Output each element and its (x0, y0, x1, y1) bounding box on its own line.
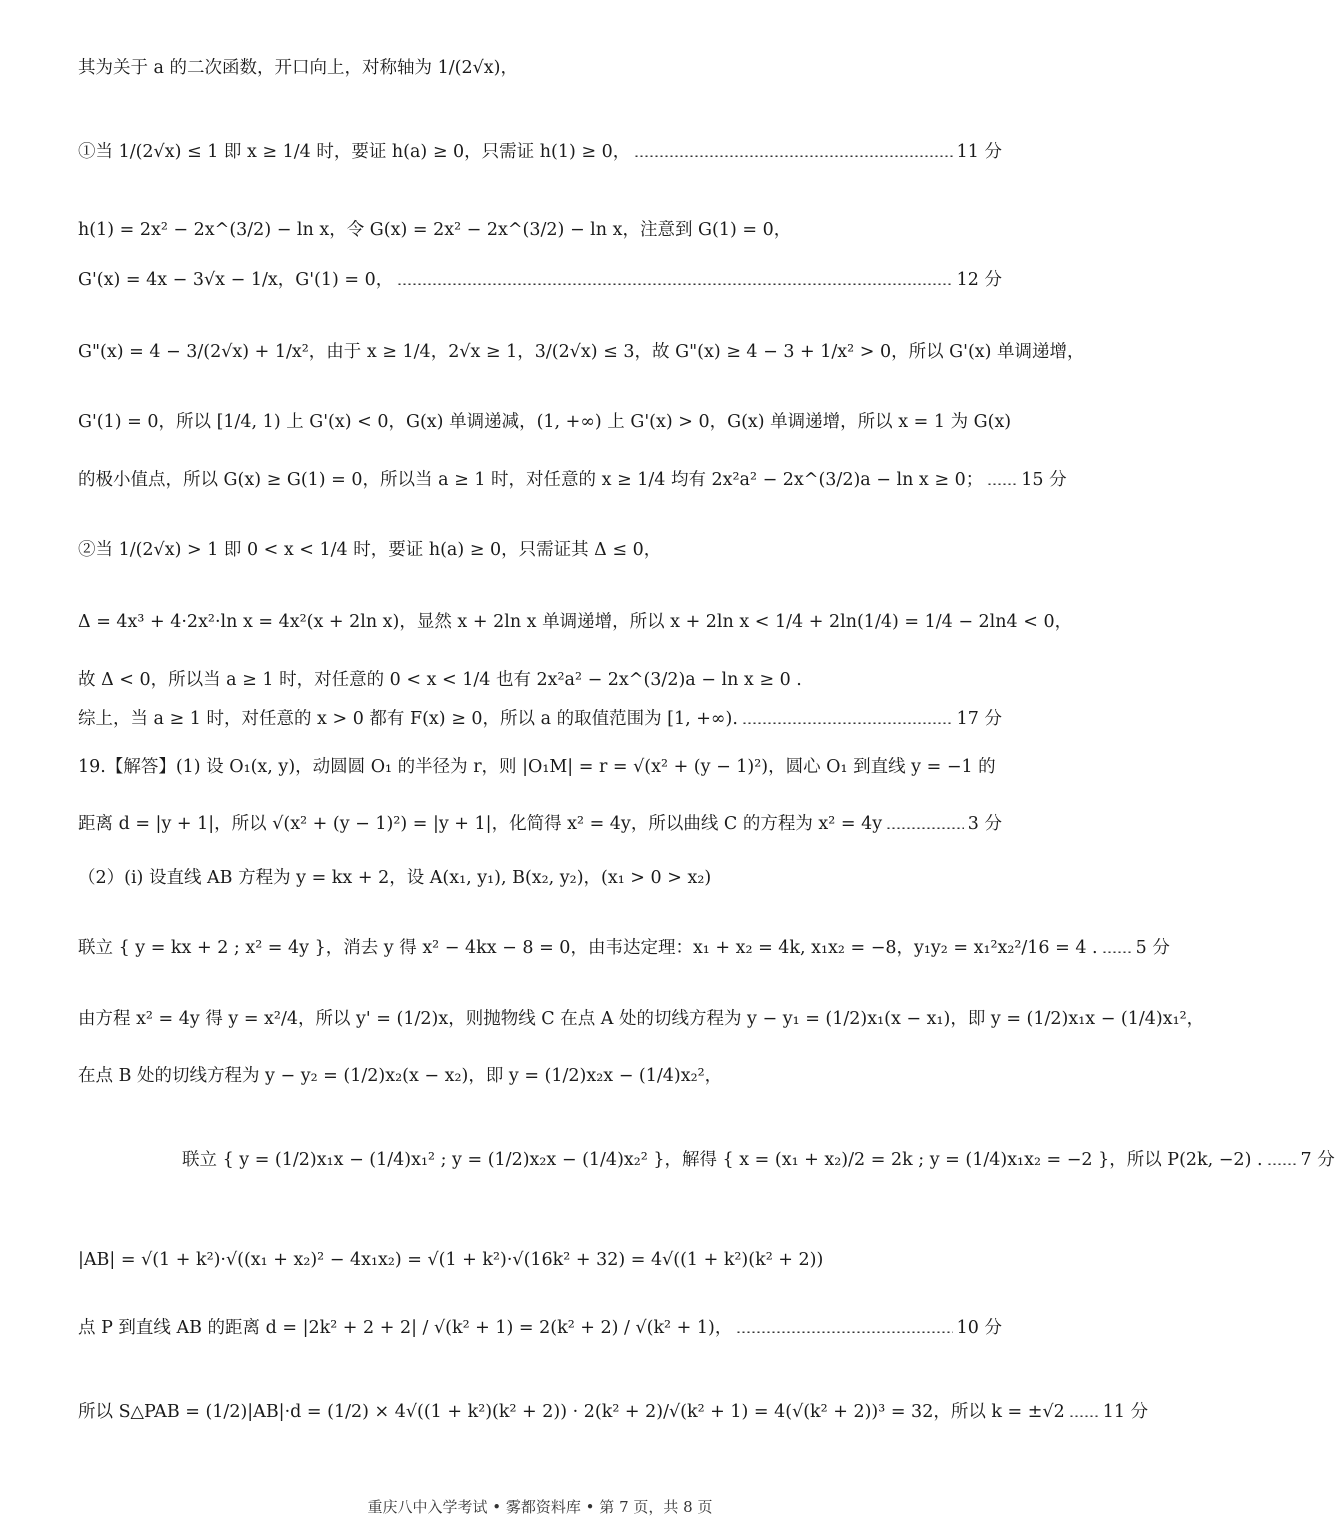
line-text: ①当 1/(2√x) ≤ 1 即 x ≥ 1/4 时，要证 h(a) ≥ 0，只需证 h(1) ≥ 0， (78, 142, 631, 162)
leader-dots (886, 827, 964, 829)
leader-dots (742, 722, 953, 724)
line-text: 19.【解答】(1) 设 O₁(x, y)，动圆圆 O₁ 的半径为 r，则 |O₁M| = r = √(x² + (y − 1)²)，圆心 O₁ 到直线 y = −1 的 (78, 757, 996, 777)
leader-dots (987, 483, 1017, 485)
text-line-16 (78, 1007, 1205, 1031)
score-label: 11 分 (956, 142, 1002, 162)
line-text: 在点 B 处的切线方程为 y − y₂ = (1/2)x₂(x − x₂)，即 y = (1/2)x₂x − (1/4)x₂²， (78, 1066, 723, 1086)
line-text: 联立 { y = kx + 2 ; x² = 4y }，消去 y 得 x² − 4kx − 8 = 0，由韦达定理：x₁ + x₂ = 4k, x₁x₂ = −8，y₁y₂ = x₁²x₂²/16 = 4 . (78, 938, 1098, 958)
line-text: 距离 d = |y + 1|，所以 √(x² + (y − 1)²) = |y + 1|，化简得 x² = 4y，所以曲线 C 的方程为 x² = 4y (78, 814, 883, 834)
leader-dots (1267, 1163, 1297, 1165)
score-label: 3 分 (967, 814, 1002, 834)
line-text: 点 P 到直线 AB 的距离 d = |2k² + 2 + 2| / √(k² + 1) = 2(k² + 2) / √(k² + 1)， (78, 1318, 733, 1338)
text-line-13 (78, 812, 1002, 836)
line-text: 故 Δ < 0，所以当 a ≥ 1 时，对任意的 0 < x < 1/4 也有 2x²a² − 2x^(3/2)a − ln x ≥ 0 . (78, 670, 802, 690)
score-label: 15 分 (1021, 470, 1067, 490)
score-label: 12 分 (956, 270, 1002, 290)
leader-dots (634, 155, 952, 157)
text-line-6 (78, 410, 1012, 434)
text-line-3 (78, 218, 1002, 242)
score-label: 10 分 (956, 1318, 1002, 1338)
line-text: Δ = 4x³ + 4·2x²·ln x = 4x²(x + 2ln x)，显然 x + 2ln x 单调递增，所以 x + 2ln x < 1/4 + 2ln(1/4) = 1/4 − 2ln4 < 0， (78, 612, 1073, 632)
text-line-5 (78, 340, 1085, 364)
text-line-7 (78, 468, 1067, 492)
score-label: 7 分 (1300, 1150, 1335, 1170)
text-line-20 (78, 1316, 1002, 1340)
text-line-2 (78, 140, 1002, 164)
leader-dots (1102, 951, 1132, 953)
score-label: 5 分 (1135, 938, 1170, 958)
line-text: 由方程 x² = 4y 得 y = x²/4，所以 y' = (1/2)x，则抛物线 C 在点 A 处的切线方程为 y − y₁ = (1/2)x₁(x − x₁)，即 y = (1/2)x₁x − (1/4)x₁²， (78, 1009, 1205, 1029)
line-text: 所以 S△PAB = (1/2)|AB|·d = (1/2) × 4√((1 + k²)(k² + 2)) · 2(k² + 2)/√(k² + 1) = 4(√(k² + 2))³ = 32，所以 k = ±√2 (78, 1402, 1065, 1422)
text-line-11 (78, 707, 1002, 731)
text-line-19 (78, 1248, 1002, 1272)
text-line-4 (78, 268, 1002, 292)
text-line-18 (182, 1148, 1335, 1172)
text-line-10 (78, 668, 1002, 692)
text-line-8 (78, 538, 1002, 562)
line-text: 综上，当 a ≥ 1 时，对任意的 x > 0 都有 F(x) ≥ 0，所以 a 的取值范围为 [1, +∞). (78, 709, 738, 729)
leader-dots (397, 283, 952, 285)
line-text: （2）(i) 设直线 AB 方程为 y = kx + 2，设 A(x₁, y₁), B(x₂, y₂)，(x₁ > 0 > x₂) (78, 868, 712, 888)
line-text: G'(x) = 4x − 3√x − 1/x，G'(1) = 0， (78, 270, 394, 290)
line-text: G"(x) = 4 − 3/(2√x) + 1/x²，由于 x ≥ 1/4，2√x ≥ 1，3/(2√x) ≤ 3，故 G"(x) ≥ 4 − 3 + 1/x² > 0，所以 G'(x) 单调递增， (78, 342, 1085, 362)
text-line-1 (78, 56, 1002, 80)
line-text: 的极小值点，所以 G(x) ≥ G(1) = 0，所以当 a ≥ 1 时，对任意的 x ≥ 1/4 均有 2x²a² − 2x^(3/2)a − ln x ≥ 0； (78, 470, 984, 490)
text-line-14 (78, 866, 1002, 890)
line-text: 联立 { y = (1/2)x₁x − (1/4)x₁² ; y = (1/2)x₂x − (1/4)x₂² }，解得 { x = (x₁ + x₂)/2 = 2k ; y = (1/4)x₁x₂ = −2 }，所以 P(2k, −2) . (182, 1150, 1263, 1170)
line-text: |AB| = √(1 + k²)·√((x₁ + x₂)² − 4x₁x₂) = √(1 + k²)·√(16k² + 32) = 4√((1 + k²)(k² + 2)) (78, 1250, 824, 1270)
leader-dots (736, 1331, 952, 1333)
score-label: 17 分 (956, 709, 1002, 729)
leader-dots (1069, 1415, 1099, 1417)
line-text: h(1) = 2x² − 2x^(3/2) − ln x，令 G(x) = 2x² − 2x^(3/2) − ln x，注意到 G(1) = 0， (78, 220, 792, 240)
text-line-12 (78, 755, 1002, 779)
page-footer: 重庆八中入学考试 • 雾都资料库 • 第 7 页，共 8 页 (367, 1498, 713, 1516)
score-label: 11 分 (1102, 1402, 1149, 1422)
line-text: G'(1) = 0，所以 [1/4, 1) 上 G'(x) < 0，G(x) 单调递减，(1, +∞) 上 G'(x) > 0，G(x) 单调递增，所以 x = 1 为 G(x) (78, 412, 1012, 432)
line-text: 其为关于 a 的二次函数，开口向上，对称轴为 1/(2√x)， (78, 58, 518, 78)
text-line-9 (78, 610, 1073, 634)
text-line-15 (78, 936, 1170, 960)
text-line-21 (78, 1400, 1149, 1424)
line-text: ②当 1/(2√x) > 1 即 0 < x < 1/4 时，要证 h(a) ≥ 0，只需证其 Δ ≤ 0， (78, 540, 662, 560)
text-line-17 (78, 1064, 1002, 1088)
